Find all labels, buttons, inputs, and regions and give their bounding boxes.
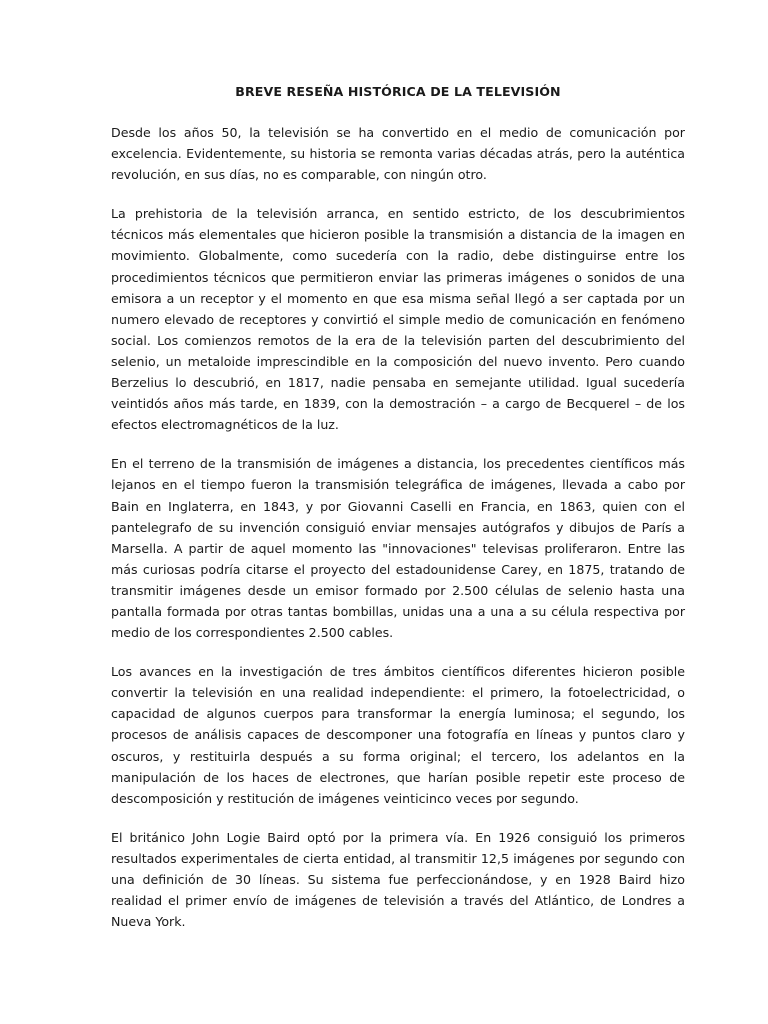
paragraph-1: Desde los años 50, la televisión se ha convertido en el medio de comunicación por excelencia. Evidentemente, su historia se remonta varias décadas atrás, pero la auténtica revolución, en sus días, no es comparable, con ningún otro. <box>111 125 685 183</box>
paragraph-2: La prehistoria de la televisión arranca, en sentido estricto, de los descubrimientos técnicos más elementales que hicieron posible la transmisión a distancia de la imagen en movimiento. Globalmente, como sucedería con la radio, debe distinguirse entre los procedimientos técnicos que permitieron enviar las primeras imágenes o sonidos de una emisora a un receptor y el momento en que esa misma señal llegó a ser captada por un numero elevado de receptores y convirtió el simple medio de comunicación en fenómeno social. Los comienzos remotos de la era de la televisión parten del descubrimiento del selenio, un metaloide imprescindible en la composición del nuevo invento. Pero cuando Berzelius lo descubrió, en 1817, nadie pensaba en semejante utilidad. Igual sucedería veintidós años más tarde, en 1839, con la demostración – a cargo de Becquerel – de los efectos electromagnéticos de la luz. <box>111 206 685 433</box>
paragraph-3: En el terreno de la transmisión de imágenes a distancia, los precedentes científicos más lejanos en el tiempo fueron la transmisión telegráfica de imágenes, llevada a cabo por Bain en Inglaterra, en 1843, y por Giovanni Caselli en Francia, en 1863, quien con el pantelegrafo de su invención consiguió enviar mensajes autógrafos y dibujos de París a Marsella. A partir de aquel momento las "innovaciones" televisas proliferaron. Entre las más curiosas podría citarse el proyecto del estadounidense Carey, en 1875, tratando de transmitir imágenes desde un emisor formado por 2.500 células de selenio hasta una pantalla formada por otras tantas bombillas, unidas una a una a su célula respectiva por medio de los correspondientes 2.500 cables. <box>111 456 685 641</box>
document-page <box>111 84 685 950</box>
paragraph-5: El británico John Logie Baird optó por la primera vía. En 1926 consiguió los primeros resultados experimentales de cierta entidad, al transmitir 12,5 imágenes por segundo con una definición de 30 líneas. Su sistema fue perfeccionándose, y en 1928 Baird hizo realidad el primer envío de imágenes de televisión a través del Atlántico, de Londres a Nueva York. <box>111 829 685 930</box>
page-title: BREVE RESEÑA HISTÓRICA DE LA TELEVISIÓN <box>235 84 561 99</box>
paragraph-4: Los avances en la investigación de tres ámbitos científicos diferentes hicieron posible convertir la televisión en una realidad independiente: el primero, la fotoelectricidad, o capacidad de algunos cuerpos para transformar la energía luminosa; el segundo, los procesos de análisis capaces de descomponer una fotografía en líneas y puntos claro y oscuros, y restituirla después a su forma original; el tercero, los adelantos en la manipulación de los haces de electrones, que harían posible repetir este proceso de descomposición y restitución de imágenes veinticinco veces por segundo. <box>111 664 685 806</box>
